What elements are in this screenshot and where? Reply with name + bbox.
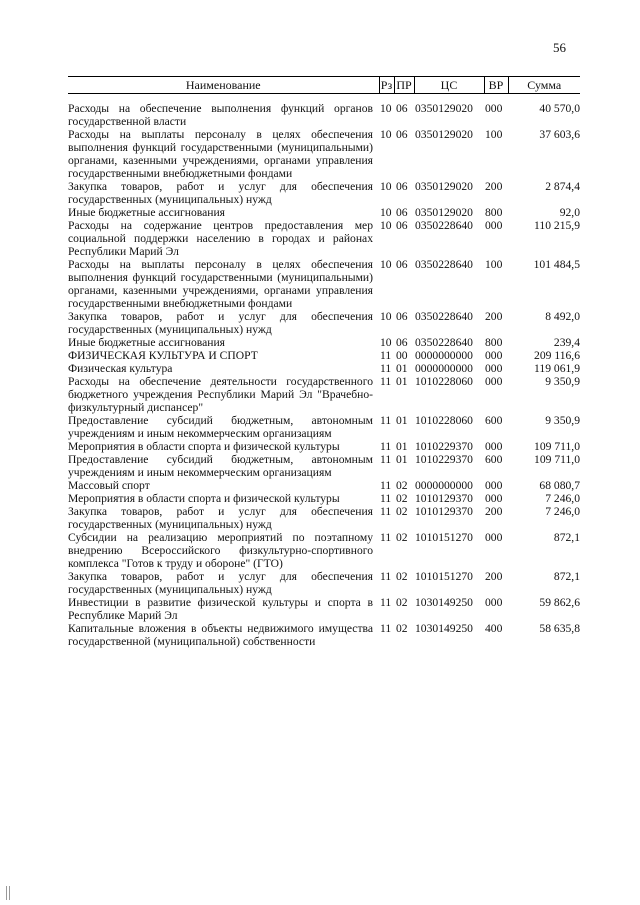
row-pr: 06 [396, 180, 408, 193]
header-name: Наименование [68, 77, 379, 94]
row-pr: 02 [396, 596, 408, 609]
table-header [68, 77, 580, 94]
row-vr: 800 [485, 206, 503, 219]
row-cs: 1010228060 [415, 414, 473, 427]
row-pr: 02 [396, 531, 408, 544]
table-row [68, 505, 580, 531]
row-rz: 11 [380, 596, 392, 609]
row-name: Инвестиции в развитие физической культуры и спорта в Республике Марий Эл [68, 596, 373, 622]
header-pr: ПР [394, 77, 414, 94]
row-pr: 02 [396, 505, 408, 518]
row-cs: 0350129020 [415, 206, 473, 219]
row-cs: 0350129020 [415, 102, 473, 115]
row-name: Расходы на выплаты персоналу в целях обеспечения выполнения функций государственными (муниципальными) органами, казенными учреждениями, органами управления государственными внебюджетными фондами [68, 258, 373, 310]
table-row [68, 128, 580, 180]
row-rz: 11 [380, 570, 392, 583]
table-row [68, 622, 580, 648]
row-rz: 10 [380, 128, 392, 141]
row-name: Расходы на выплаты персоналу в целях обеспечения выполнения функций государственными (муниципальными) органами, казенными учреждениями, органами управления государственными внебюджетными фондами [68, 128, 373, 180]
budget-table [68, 76, 580, 648]
header-rz: Рз [380, 78, 393, 92]
row-vr: 000 [485, 219, 503, 232]
page-number: 56 [553, 40, 566, 55]
row-name: Закупка товаров, работ и услуг для обеспечения государственных (муниципальных) нужд [68, 310, 373, 336]
row-name: Предоставление субсидий бюджетным, автономным учреждениям и иным некоммерческим организациям [68, 453, 373, 479]
row-cs: 1030149250 [415, 622, 473, 635]
row-vr: 100 [485, 128, 503, 141]
table-row [68, 180, 580, 206]
row-rz: 10 [380, 336, 392, 349]
row-sum: 110 215,9 [534, 219, 580, 232]
row-rz: 11 [380, 414, 392, 427]
row-sum: 109 711,0 [534, 440, 580, 453]
table-row [68, 258, 580, 310]
row-rz: 11 [380, 492, 392, 505]
row-vr: 400 [485, 622, 503, 635]
row-pr: 02 [396, 492, 408, 505]
row-rz: 10 [380, 310, 392, 323]
row-rz: 11 [380, 362, 392, 375]
row-name: Мероприятия в области спорта и физической культуры [68, 440, 340, 453]
row-rz: 11 [380, 375, 392, 388]
row-name: Расходы на обеспечение выполнения функций органов государственной власти [68, 102, 373, 128]
row-pr: 02 [396, 570, 408, 583]
row-pr: 01 [396, 414, 408, 427]
table-row [68, 440, 580, 453]
row-vr: 000 [485, 102, 503, 115]
row-name: Расходы на обеспечение деятельности государственного бюджетного учреждения Республики Марий Эл "Врачебно-физкультурный диспансер" [68, 375, 373, 414]
table-row [68, 414, 580, 440]
row-cs: 0350129020 [415, 180, 473, 193]
table-row [68, 596, 580, 622]
row-pr: 06 [396, 219, 408, 232]
row-cs: 1010229370 [415, 440, 473, 453]
row-rz: 11 [380, 440, 392, 453]
row-sum: 9 350,9 [545, 375, 580, 388]
table-row [68, 492, 580, 505]
row-cs: 0350228640 [415, 310, 473, 323]
row-pr: 01 [396, 375, 408, 388]
row-cs: 1010151270 [415, 531, 473, 544]
row-rz: 10 [380, 102, 392, 115]
row-vr: 000 [485, 492, 503, 505]
row-sum: 2 874,4 [545, 180, 580, 193]
row-cs: 1010151270 [415, 570, 473, 583]
row-vr: 800 [485, 336, 503, 349]
row-sum: 8 492,0 [545, 310, 580, 323]
row-sum: 9 350,9 [545, 414, 580, 427]
row-vr: 200 [485, 505, 503, 518]
row-name: Капитальные вложения в объекты недвижимого имущества государственной (муниципальной) собственности [68, 622, 373, 648]
row-vr: 000 [485, 531, 503, 544]
row-sum: 209 116,6 [534, 349, 580, 362]
row-pr: 01 [396, 362, 408, 375]
row-name: Иные бюджетные ассигнования [68, 336, 225, 349]
margin-mark [9, 886, 10, 900]
row-name: Закупка товаров, работ и услуг для обеспечения государственных (муниципальных) нужд [68, 505, 373, 531]
table-body [68, 94, 580, 649]
row-rz: 11 [380, 453, 392, 466]
row-vr: 000 [485, 362, 503, 375]
row-name: Расходы на содержание центров предоставления мер социальной поддержки населению в городах и районах Республики Марий Эл [68, 219, 373, 258]
row-pr: 06 [396, 206, 408, 219]
row-sum: 59 862,6 [539, 596, 580, 609]
header-cs: ЦС [414, 77, 484, 94]
budget-table-container [68, 76, 580, 648]
table-row [68, 219, 580, 258]
row-cs: 1030149250 [415, 596, 473, 609]
row-cs: 0000000000 [415, 362, 473, 375]
row-sum: 7 246,0 [545, 492, 580, 505]
row-sum: 40 570,0 [539, 102, 580, 115]
row-pr: 01 [396, 440, 408, 453]
row-cs: 0000000000 [415, 479, 473, 492]
row-pr: 01 [396, 453, 408, 466]
row-cs: 1010228060 [415, 375, 473, 388]
row-sum: 68 080,7 [539, 479, 580, 492]
row-cs: 0000000000 [415, 349, 473, 362]
row-name: Субсидии на реализацию мероприятий по поэтапному внедрению Всероссийского физкультурно-спортивного комплекса "Готов к труду и обороне" (ГТО) [68, 531, 373, 570]
row-cs: 1010129370 [415, 492, 473, 505]
row-pr: 02 [396, 622, 408, 635]
row-cs: 0350228640 [415, 219, 473, 232]
row-name: Предоставление субсидий бюджетным, автономным учреждениям и иным некоммерческим организациям [68, 414, 373, 440]
row-name: Мероприятия в области спорта и физической культуры [68, 492, 340, 505]
row-sum: 7 246,0 [545, 505, 580, 518]
row-pr: 06 [396, 128, 408, 141]
row-sum: 92,0 [559, 206, 580, 219]
row-rz: 11 [380, 622, 392, 635]
row-rz: 11 [380, 505, 392, 518]
header-sum: Сумма [508, 77, 580, 94]
row-vr: 100 [485, 258, 503, 271]
row-pr: 00 [396, 349, 408, 362]
row-sum: 101 484,5 [533, 258, 580, 271]
row-name: ФИЗИЧЕСКАЯ КУЛЬТУРА И СПОРТ [68, 349, 258, 362]
row-sum: 872,1 [553, 531, 580, 544]
row-cs: 1010129370 [415, 505, 473, 518]
row-rz: 11 [380, 479, 392, 492]
row-sum: 119 061,9 [534, 362, 580, 375]
row-vr: 200 [485, 180, 503, 193]
table-row [68, 453, 580, 479]
row-sum: 37 603,6 [539, 128, 580, 141]
margin-mark [6, 886, 7, 900]
row-vr: 000 [485, 349, 503, 362]
row-name: Иные бюджетные ассигнования [68, 206, 225, 219]
row-rz: 10 [380, 180, 392, 193]
row-cs: 0350228640 [415, 258, 473, 271]
row-vr: 200 [485, 570, 503, 583]
table-row [68, 570, 580, 596]
table-row [68, 349, 580, 362]
row-pr: 02 [396, 479, 408, 492]
row-sum: 872,1 [553, 570, 580, 583]
row-rz: 10 [380, 206, 392, 219]
table-row [68, 336, 580, 349]
table-row [68, 531, 580, 570]
row-pr: 06 [396, 102, 408, 115]
table-row [68, 362, 580, 375]
row-rz: 11 [380, 349, 392, 362]
row-cs: 1010229370 [415, 453, 473, 466]
table-row [68, 102, 580, 128]
row-sum: 109 711,0 [534, 453, 580, 466]
row-pr: 06 [396, 258, 408, 271]
row-name: Закупка товаров, работ и услуг для обеспечения государственных (муниципальных) нужд [68, 570, 373, 596]
row-rz: 11 [380, 531, 392, 544]
table-row [68, 479, 580, 492]
row-rz: 10 [380, 219, 392, 232]
row-vr: 000 [485, 596, 503, 609]
header-vr: ВР [484, 77, 508, 94]
row-rz: 10 [380, 258, 392, 271]
row-vr: 600 [485, 453, 503, 466]
row-cs: 0350228640 [415, 336, 473, 349]
table-row [68, 310, 580, 336]
row-sum: 239,4 [553, 336, 580, 349]
row-vr: 200 [485, 310, 503, 323]
row-pr: 06 [396, 310, 408, 323]
row-name: Физическая культура [68, 362, 173, 375]
table-row [68, 375, 580, 414]
row-vr: 600 [485, 414, 503, 427]
row-sum: 58 635,8 [539, 622, 580, 635]
row-vr: 000 [485, 375, 503, 388]
row-name: Массовый спорт [68, 479, 150, 492]
row-pr: 06 [396, 336, 408, 349]
table-row [68, 206, 580, 219]
row-vr: 000 [485, 479, 503, 492]
row-vr: 000 [485, 440, 503, 453]
row-cs: 0350129020 [415, 128, 473, 141]
row-name: Закупка товаров, работ и услуг для обеспечения государственных (муниципальных) нужд [68, 180, 373, 206]
